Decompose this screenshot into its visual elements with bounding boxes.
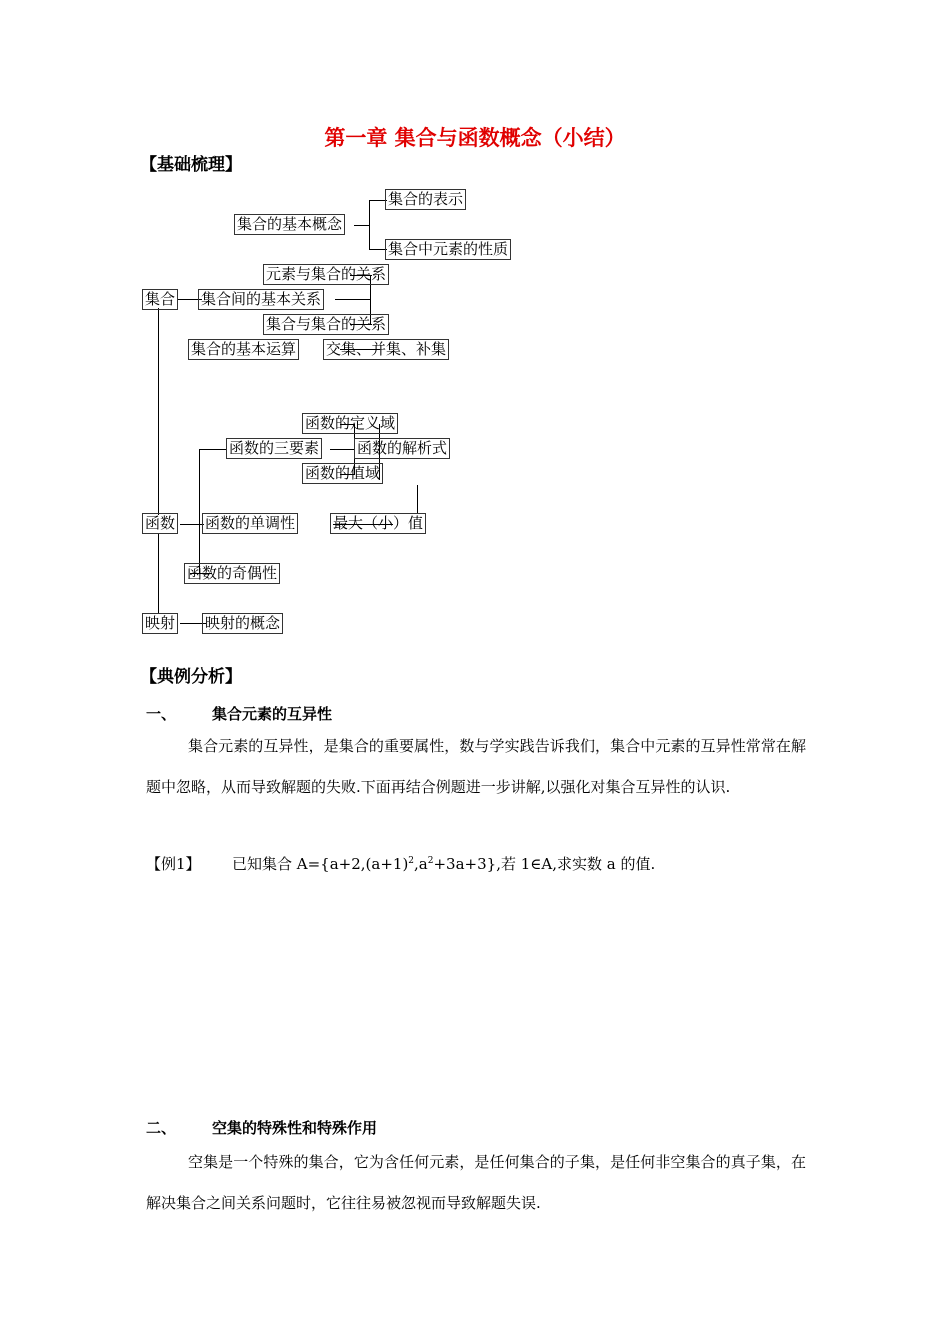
- part2-paragraph: 空集是一个特殊的集合，它为含任何元素，是任何集合的子集，是任何非空集合的真子集，在解决集合之间关系问题时，它往往易被忽视而导致解题失误.: [146, 1153, 806, 1212]
- part2-title: 空集的特殊性和特殊作用: [212, 1119, 378, 1137]
- part1-heading: [146, 703, 332, 724]
- node-mapping-concept: 映射的概念: [202, 613, 283, 634]
- node-set-basic-concept: 集合的基本概念: [234, 214, 345, 235]
- part2-number: 二、: [146, 1119, 177, 1137]
- node-set-set-relation: 集合与集合的关系: [263, 314, 389, 335]
- connector-line: [199, 449, 200, 573]
- section-basics-heading: 【基础梳理】: [140, 155, 242, 175]
- node-parity: 函数的奇偶性: [184, 563, 280, 584]
- example-sup: 2: [427, 856, 434, 866]
- part1-number: 一、: [146, 705, 177, 723]
- connector-line: [180, 524, 204, 525]
- node-monotonicity: 函数的单调性: [202, 513, 298, 534]
- part1-paragraph: 集合元素的互异性，是集合的重要属性，数与学实践告诉我们，集合中元素的互异性常常在解题中忽略，从而导致解题的失败.下面再结合例题进一步讲解,以强化对集合互异性的认识.: [146, 737, 806, 796]
- node-range: 函数的值域: [302, 463, 383, 484]
- node-three-elements: 函数的三要素: [226, 438, 322, 459]
- example-sup: 2: [408, 856, 415, 866]
- node-operations-list: 交集、并集、补集: [323, 339, 449, 360]
- example-tag: 【例1】: [146, 855, 201, 873]
- part2-heading: [146, 1117, 377, 1138]
- connector-line: [330, 449, 355, 450]
- part1-title: 集合元素的互异性: [212, 705, 333, 723]
- connector-line: [369, 200, 370, 250]
- connector-line: [335, 299, 371, 300]
- connector-line: [417, 485, 418, 513]
- node-domain: 函数的定义域: [302, 413, 398, 434]
- example-text-a: 已知集合 A={a+2,(a+1): [232, 855, 409, 873]
- connector-line: [158, 533, 159, 614]
- connector-line: [354, 225, 370, 226]
- node-set-representation: 集合的表示: [385, 189, 466, 210]
- node-function: 函数: [142, 513, 178, 534]
- section-examples-heading: 【典例分析】: [140, 667, 242, 687]
- node-analytic-expression: 函数的解析式: [354, 438, 450, 459]
- example-1: [146, 853, 655, 874]
- node-element-properties: 集合中元素的性质: [385, 239, 511, 260]
- node-set-basic-relations: 集合间的基本关系: [198, 289, 324, 310]
- node-max-min: 最大（小）值: [330, 513, 426, 534]
- node-set: 集合: [142, 289, 178, 310]
- connector-line: [158, 308, 159, 515]
- node-mapping: 映射: [142, 613, 178, 634]
- node-set-basic-operations: 集合的基本运算: [188, 339, 299, 360]
- example-text-c: +3a+3},若 1∈A,求实数 a 的值.: [433, 855, 656, 873]
- node-element-set-relation: 元素与集合的关系: [263, 264, 389, 285]
- example-text-b: ,a: [414, 855, 428, 873]
- connector-line: [199, 449, 227, 450]
- page-title: 第一章 集合与函数概念（小结）: [324, 126, 626, 150]
